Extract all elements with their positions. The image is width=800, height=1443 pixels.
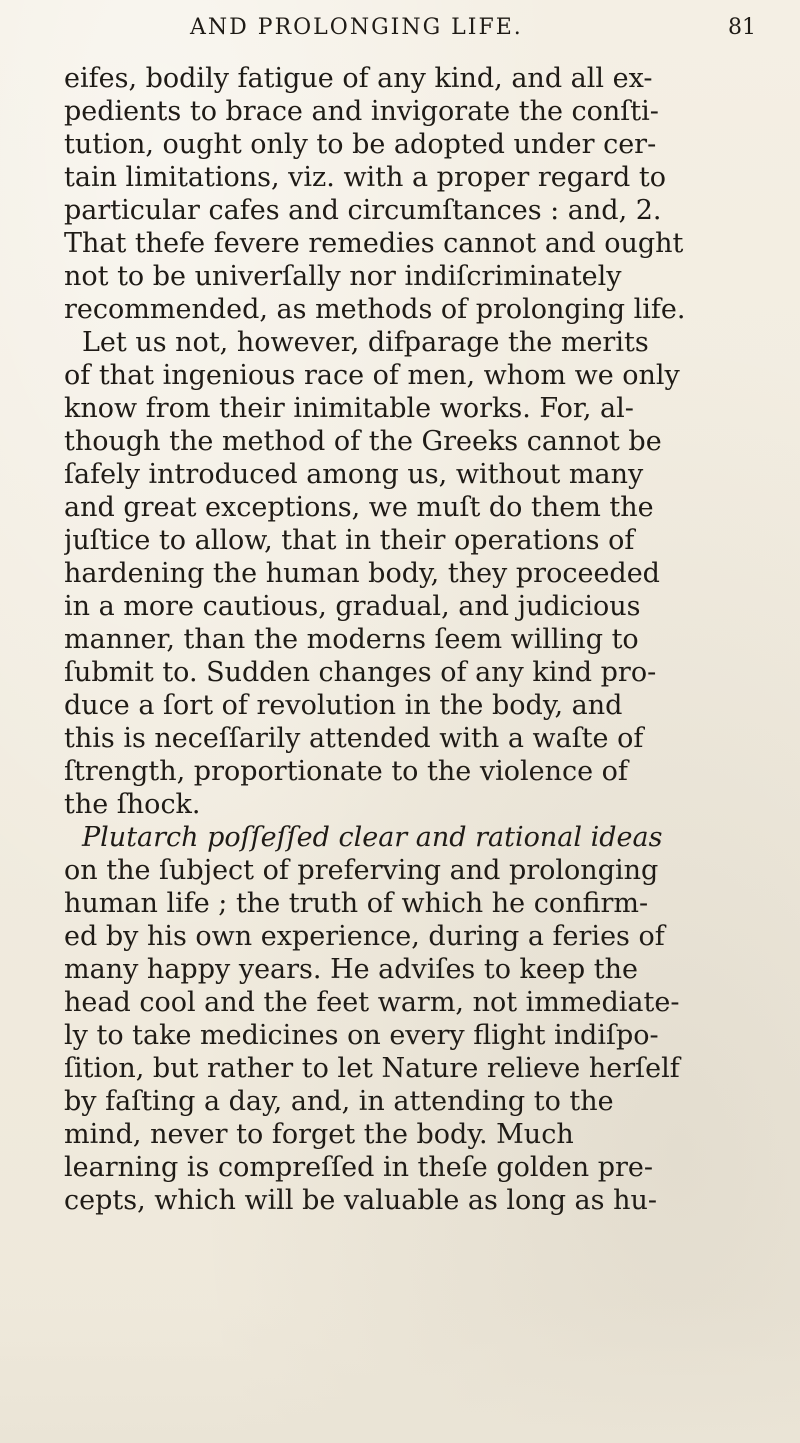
text-line: manner, than the moderns ſeem willing to xyxy=(64,624,639,655)
text-line: duce a ſort of revolution in the body, and xyxy=(64,690,623,721)
text-line: ſafely introduced among us, without many xyxy=(64,459,644,490)
text-line: head cool and the feet warm, not immediate- xyxy=(64,987,680,1018)
text-line: pedients to brace and invigorate the conſti- xyxy=(64,96,659,127)
page-header xyxy=(80,15,790,55)
text-line: tution, ought only to be adopted under cer- xyxy=(64,129,657,160)
body-text xyxy=(64,62,764,1217)
text-line: That thefe fevere remedies cannot and ought xyxy=(64,228,684,259)
text-line: recommended, as methods of prolonging life. xyxy=(64,294,686,325)
text-line: of that ingenious race of men, whom we only xyxy=(64,360,680,391)
text-line: juſtice to allow, that in their operations of xyxy=(64,525,635,556)
text-line: know from their inimitable works. For, al- xyxy=(64,393,634,424)
text-line: ſtrength, proportionate to the violence of xyxy=(64,756,628,787)
text-line: ſubmit to. Sudden changes of any kind pro- xyxy=(64,657,657,688)
text-line: Let us not, however, difparage the merits xyxy=(82,327,649,358)
text-line: learning is compreſſed in theſe golden pre- xyxy=(64,1152,654,1183)
text-line: this is neceſſarily attended with a waſte of xyxy=(64,723,644,754)
text-line: many happy years. He adviſes to keep the xyxy=(64,954,638,985)
text-line: in a more cautious, gradual, and judicious xyxy=(64,591,641,622)
text-line: on the ſubject of preferving and prolonging xyxy=(64,855,659,886)
page-number: 81 xyxy=(728,15,756,40)
text-line: ly to take medicines on every flight indiſpo- xyxy=(64,1020,659,1051)
text-line: hardening the human body, they proceeded xyxy=(64,558,660,589)
text-line: human life ; the truth of which he confirm- xyxy=(64,888,649,919)
page-bottom-shading xyxy=(0,1303,800,1443)
text-line: by faſting a day, and, in attending to the xyxy=(64,1086,614,1117)
text-line: not to be univerſally nor indiſcriminately xyxy=(64,261,622,292)
running-head: AND PROLONGING LIFE. xyxy=(190,15,523,40)
text-line: though the method of the Greeks cannot be xyxy=(64,426,662,457)
text-line: and great exceptions, we muſt do them the xyxy=(64,492,654,523)
text-line: mind, never to forget the body. Much xyxy=(64,1119,574,1150)
text-line: particular cafes and circumſtances : and, 2. xyxy=(64,195,662,226)
text-line: the ſhock. xyxy=(64,789,201,820)
text-line: ed by his own experience, during a feries of xyxy=(64,921,665,952)
text-line: eifes, bodily fatigue of any kind, and all ex- xyxy=(64,63,653,94)
text-line: ſition, but rather to let Nature relieve herſelf xyxy=(64,1053,680,1084)
text-line: Plutarch poſſeſſed clear and rational ideas xyxy=(82,822,663,853)
text-line: cepts, which will be valuable as long as hu- xyxy=(64,1185,657,1216)
text-line: tain limitations, viz. with a proper regard to xyxy=(64,162,667,193)
